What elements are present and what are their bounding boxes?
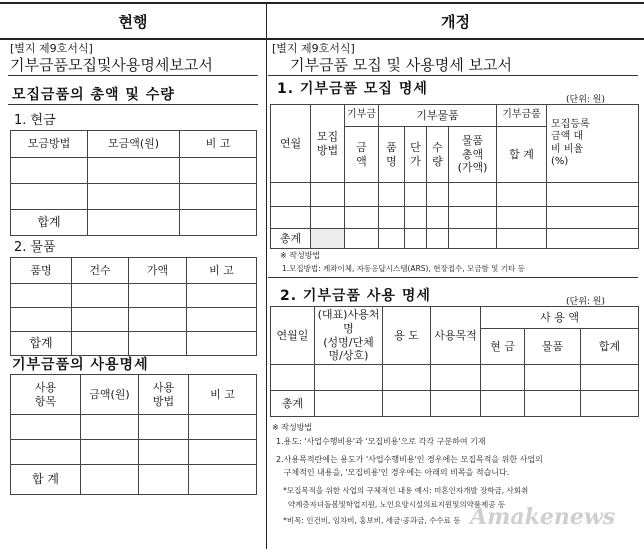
column-divider <box>266 2 267 549</box>
cell: 비 고 <box>187 258 257 284</box>
cell: 기부금품 <box>497 105 547 127</box>
right-s1-title: 1. 기부금품 모집 명세 <box>277 81 428 97</box>
cell: 사용목적 <box>431 307 481 365</box>
cell: 모집등록 금액 대 비 비율 (%) <box>547 105 639 183</box>
cell: 연월 <box>271 105 311 183</box>
left-section2-title: 기부금품의 사용명세 <box>12 357 149 373</box>
cell: 모집 방법 <box>311 105 345 183</box>
right-s1-note-1: 1.모집방법: 계좌이체, 자동응답시스템(ARS), 현장접수, 모금함 및 기타 등 <box>282 264 525 273</box>
cell: (대표)사용처명 (성명/단체 명/상호) <box>315 307 383 365</box>
cell: 사 용 액 <box>481 307 639 329</box>
cell: 모금방법 <box>11 131 88 158</box>
right-s1-unit: (단위: 원) <box>566 95 605 105</box>
right-s2-table <box>270 306 639 417</box>
right-s1-total: 총계 <box>271 229 311 249</box>
cell: 사용 방법 <box>139 375 189 415</box>
cell: 현 금 <box>481 329 525 365</box>
cell: 건수 <box>72 258 129 284</box>
right-s2-note-4: *모집목적을 위한 사업의 구체적인 내용 예시: 미혼인자개발 장학금, 사회취 <box>276 486 529 495</box>
cell: 물품 <box>525 329 581 365</box>
left-goods-label: 2. 물품 <box>14 240 56 255</box>
cell: 품 명 <box>379 127 405 183</box>
cell: 금 액 <box>345 127 379 183</box>
cell: 수 량 <box>427 127 449 183</box>
left-usage-table <box>10 374 257 495</box>
left-goods-table <box>10 257 257 356</box>
cell: 가액 <box>129 258 187 284</box>
left-usage-total: 합 계 <box>11 465 81 495</box>
watermark: Amakenews <box>470 504 616 530</box>
left-form-number: [별지 제9호서식] <box>10 42 93 55</box>
left-goods-total: 합계 <box>11 332 72 356</box>
right-s1-table <box>270 104 639 249</box>
cell: 합 계 <box>497 127 547 183</box>
cell: 물품 총액 (가액) <box>449 127 497 183</box>
right-s2-notes-title: ※ 작성방법 <box>272 423 313 432</box>
cell: 사용 항목 <box>11 375 81 415</box>
right-form-number: [별지 제9호서식] <box>272 42 355 55</box>
left-cash-label: 1. 현금 <box>14 113 56 128</box>
cell: 단 가 <box>405 127 427 183</box>
right-s2-note-6: *비목: 인건비, 임차비, 홍보비, 세금·공과금, 수수료 등 <box>276 516 461 525</box>
cell: 금액(원) <box>81 375 139 415</box>
cell: 기부물품 <box>379 105 497 127</box>
right-form-title: 기부금품 모집 및 사용명세 보고서 <box>290 56 512 74</box>
left-section1-title: 모집금품의 총액 및 수량 <box>12 87 175 103</box>
header-current: 현행 <box>0 2 266 40</box>
left-cash-table <box>10 130 257 236</box>
cell: 기부금 <box>345 105 379 127</box>
right-s2-note-2: 2.사용목적란에는 용도가 '사업수행비용'인 경우에는 모집목적을 위한 사업의 <box>276 455 543 464</box>
left-form-title: 기부금품모집및사용명세보고서 <box>10 56 213 74</box>
cell: 용 도 <box>383 307 431 365</box>
right-s2-note-3: 구체적인 내용을, '모집비용'인 경우에는 아래의 비목을 적습니다. <box>276 468 510 477</box>
header-revised: 개정 <box>267 2 644 40</box>
left-cash-total: 합계 <box>11 210 88 236</box>
right-s2-note-1: 1.용도: '사업수행비용'과 '모집비용'으로 각각 구분하여 기재 <box>276 437 486 446</box>
right-s2-unit: (단위: 원) <box>566 297 605 307</box>
cell: 비 고 <box>180 131 257 158</box>
right-s2-total: 총계 <box>271 391 315 417</box>
cell: 비 고 <box>189 375 257 415</box>
cell: 합계 <box>581 329 639 365</box>
cell: 모금액(원) <box>88 131 180 158</box>
right-s2-title: 2. 기부금품 사용 명세 <box>280 288 431 304</box>
cell: 품명 <box>11 258 72 284</box>
right-s1-notes-title: ※ 작성방법 <box>280 251 321 260</box>
cell: 연월일 <box>271 307 315 365</box>
right-s2-note-5: 약계층자녀돌봄및학업지원, 노인요양시설의료지원및의약품제공 등 <box>276 500 506 509</box>
